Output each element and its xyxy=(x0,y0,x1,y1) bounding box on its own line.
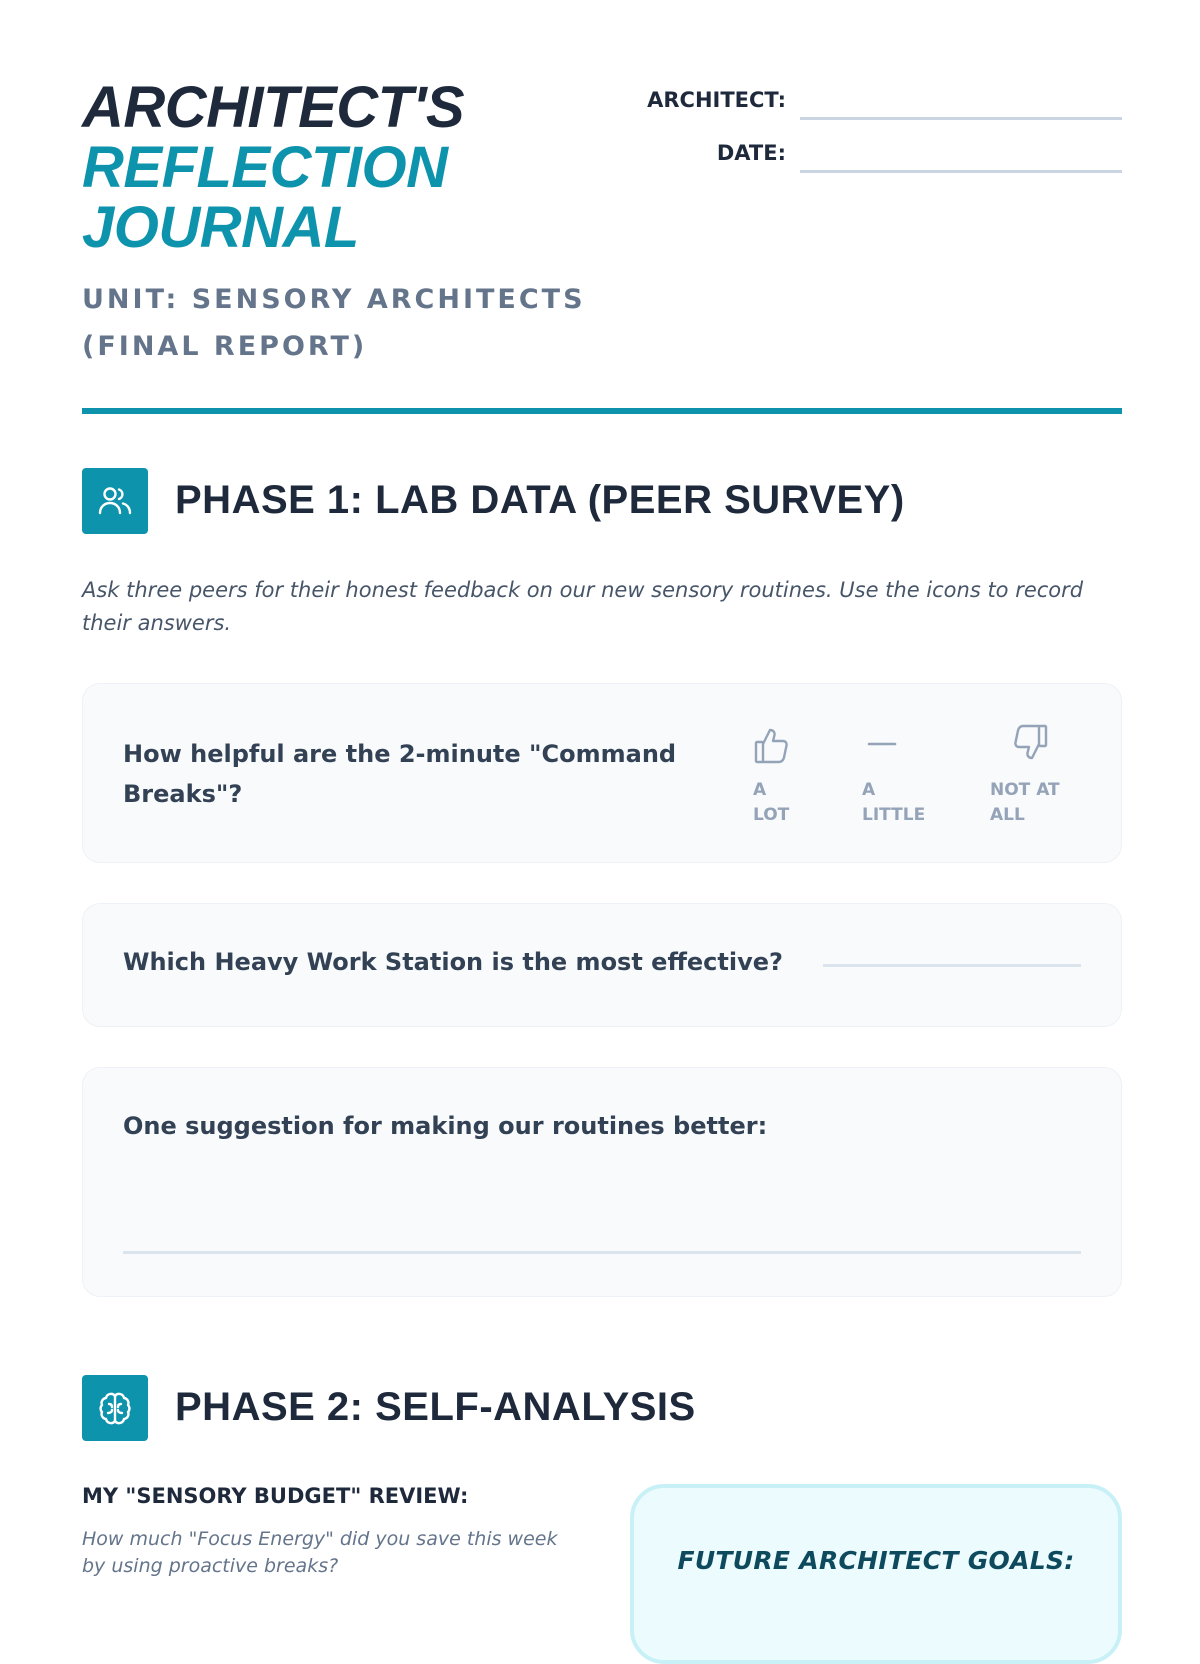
future-goals-box xyxy=(630,1484,1122,1664)
option-a-little-label: A LITTLE xyxy=(862,780,926,825)
option-not-at-all-label: NOT AT ALL xyxy=(990,780,1060,825)
option-a-lot[interactable] xyxy=(753,724,813,828)
option-a-little[interactable] xyxy=(862,724,932,828)
phase2-header xyxy=(82,1375,1122,1441)
unit-subtitle xyxy=(82,276,602,370)
thumbs-up-icon xyxy=(753,724,813,768)
option-not-at-all[interactable] xyxy=(990,724,1070,828)
title-line-2: REFLECTION xyxy=(82,135,448,200)
phase2-title: PHASE 2: SELF-ANALYSIS xyxy=(175,1385,696,1429)
question-command-breaks: How helpful are the 2-minute "Command Breaks"? xyxy=(123,740,677,808)
minus-icon xyxy=(862,724,932,768)
journal-title xyxy=(82,75,465,260)
unit-line-1: UNIT: SENSORY ARCHITECTS xyxy=(82,284,586,315)
sensory-budget-description: How much "Focus Energy" did you save this week by using proactive breaks? xyxy=(82,1528,558,1577)
phase1-title: PHASE 1: LAB DATA (PEER SURVEY) xyxy=(175,478,905,522)
phase1-intro: Ask three peers for their honest feedback on our new sensory routines. Use the icons to record their answers. xyxy=(82,578,1084,635)
brain-icon xyxy=(82,1375,148,1441)
architect-label: ARCHITECT: xyxy=(647,88,786,112)
title-line-3: JOURNAL xyxy=(82,195,359,260)
question-heavy-work: Which Heavy Work Station is the most effective? xyxy=(123,948,783,976)
phase1-header xyxy=(82,468,1122,534)
survey-card-command-breaks xyxy=(82,683,1122,863)
date-input-line[interactable] xyxy=(800,170,1122,173)
title-line-1: ARCHITECT'S xyxy=(82,75,465,140)
thumbs-down-icon xyxy=(990,724,1070,768)
architect-field xyxy=(642,82,1122,122)
date-field xyxy=(642,135,1122,175)
journal-page xyxy=(82,0,1122,1600)
header-divider xyxy=(82,408,1122,414)
sensory-budget-heading: MY "SENSORY BUDGET" REVIEW: xyxy=(82,1484,469,1508)
architect-input-line[interactable] xyxy=(800,117,1122,120)
option-a-lot-label: A LOT xyxy=(753,780,790,825)
future-goals-title: FUTURE ARCHITECT GOALS: xyxy=(677,1546,1075,1575)
suggestion-answer-line[interactable] xyxy=(123,1251,1081,1254)
date-label: DATE: xyxy=(716,141,786,165)
users-icon xyxy=(82,468,148,534)
unit-line-2: (FINAL REPORT) xyxy=(82,331,368,362)
heavy-work-answer-line[interactable] xyxy=(823,964,1081,967)
question-suggestion: One suggestion for making our routines better: xyxy=(123,1112,768,1140)
survey-card-suggestion xyxy=(82,1067,1122,1297)
survey-card-heavy-work xyxy=(82,903,1122,1027)
